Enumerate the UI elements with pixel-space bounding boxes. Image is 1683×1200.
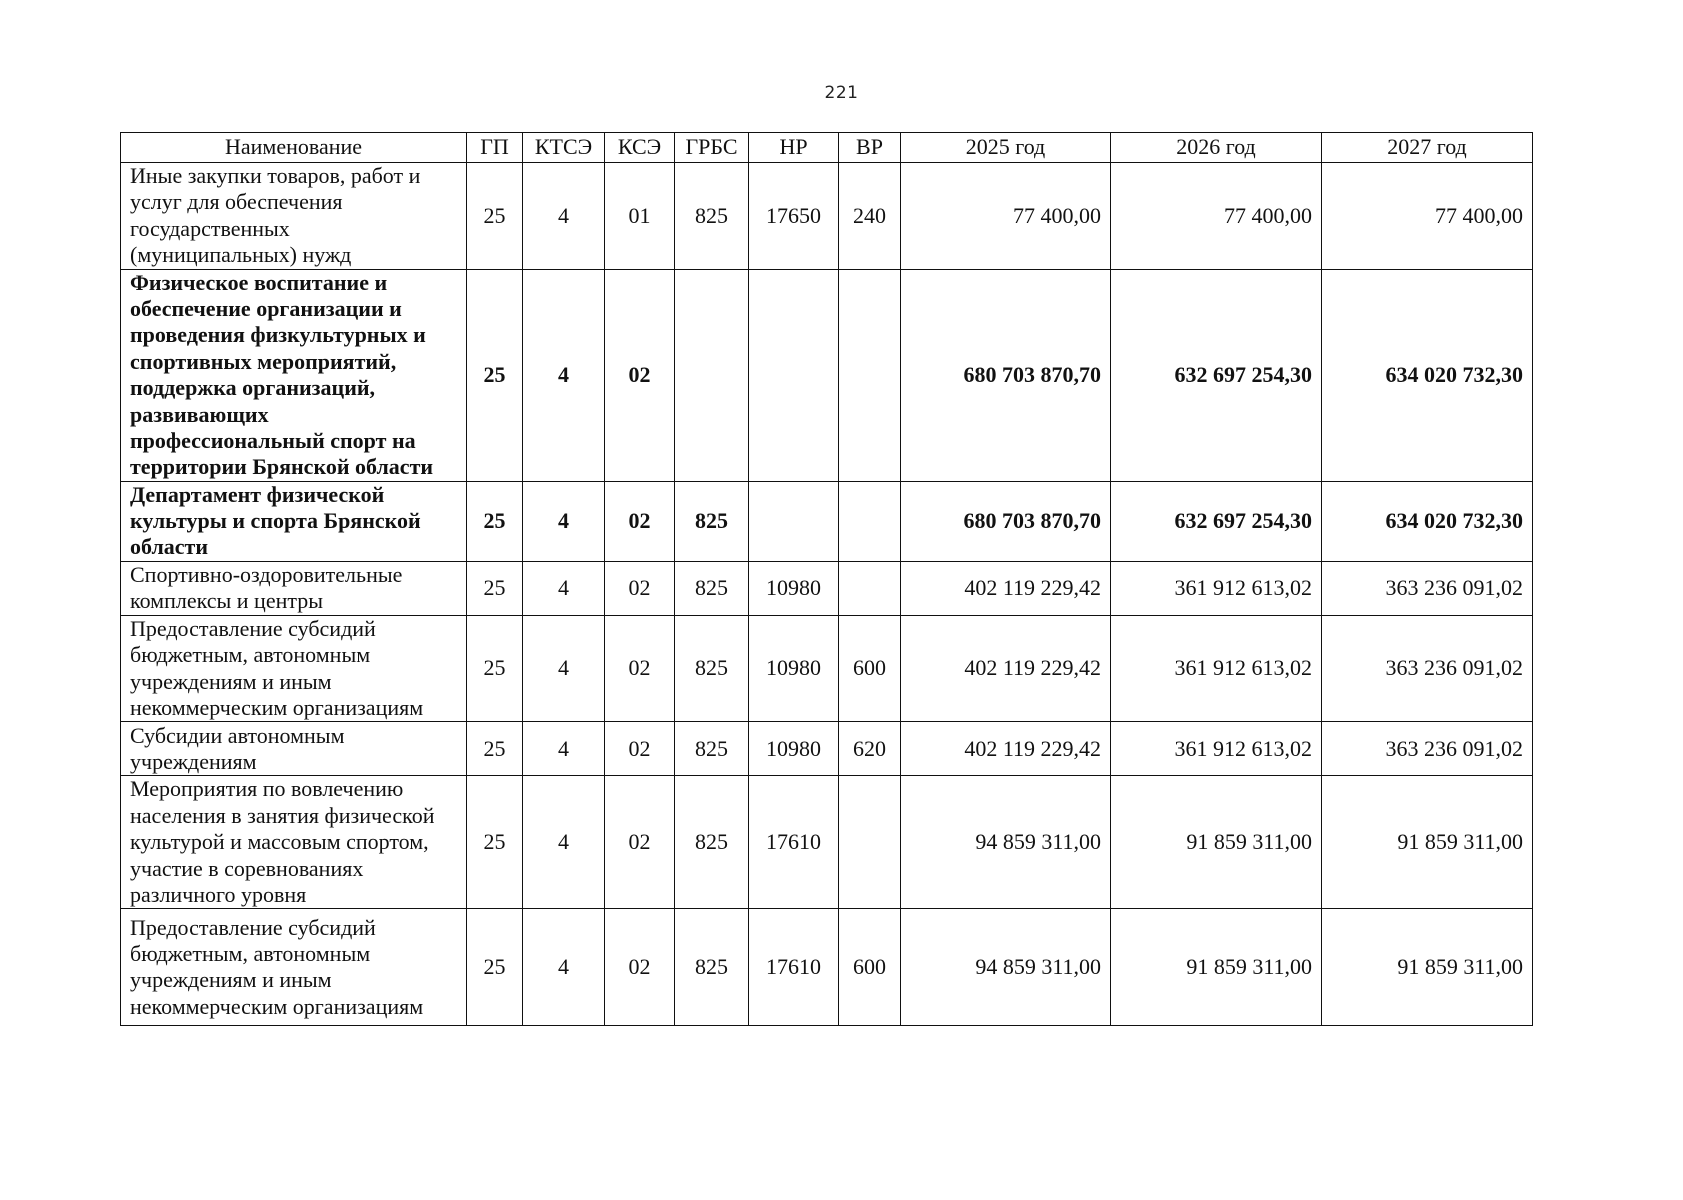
cell-ktse: 4 xyxy=(523,909,605,1026)
cell-2025: 402 119 229,42 xyxy=(901,615,1111,722)
table-row xyxy=(121,269,1533,481)
cell-2026: 632 697 254,30 xyxy=(1111,481,1322,561)
cell-2025: 402 119 229,42 xyxy=(901,722,1111,776)
header-ktse: КТСЭ xyxy=(523,133,605,163)
cell-2026: 632 697 254,30 xyxy=(1111,269,1322,481)
cell-2027: 77 400,00 xyxy=(1322,163,1533,270)
cell-nr: 10980 xyxy=(749,615,839,722)
header-2026: 2026 год xyxy=(1111,133,1322,163)
cell-kse: 02 xyxy=(605,561,675,615)
cell-2027: 363 236 091,02 xyxy=(1322,722,1533,776)
cell-grbs: 825 xyxy=(675,163,749,270)
cell-2026: 91 859 311,00 xyxy=(1111,776,1322,909)
cell-vr: 600 xyxy=(839,909,901,1026)
cell-vr: 600 xyxy=(839,615,901,722)
cell-grbs: 825 xyxy=(675,481,749,561)
cell-gp: 25 xyxy=(467,481,523,561)
cell-2027: 363 236 091,02 xyxy=(1322,561,1533,615)
cell-grbs xyxy=(675,269,749,481)
cell-vr: 240 xyxy=(839,163,901,270)
cell-gp: 25 xyxy=(467,909,523,1026)
table-row xyxy=(121,481,1533,561)
cell-ktse: 4 xyxy=(523,481,605,561)
cell-ktse: 4 xyxy=(523,269,605,481)
cell-gp: 25 xyxy=(467,163,523,270)
cell-2025: 94 859 311,00 xyxy=(901,909,1111,1026)
table-row xyxy=(121,561,1533,615)
cell-ktse: 4 xyxy=(523,776,605,909)
cell-vr: 620 xyxy=(839,722,901,776)
cell-grbs: 825 xyxy=(675,561,749,615)
cell-2026: 361 912 613,02 xyxy=(1111,561,1322,615)
cell-2026: 91 859 311,00 xyxy=(1111,909,1322,1026)
cell-kse: 02 xyxy=(605,909,675,1026)
cell-nr: 10980 xyxy=(749,561,839,615)
cell-kse: 02 xyxy=(605,776,675,909)
cell-2026: 77 400,00 xyxy=(1111,163,1322,270)
table-body xyxy=(121,163,1533,1026)
cell-nr: 17610 xyxy=(749,909,839,1026)
cell-grbs: 825 xyxy=(675,722,749,776)
header-nr: НР xyxy=(749,133,839,163)
cell-2025: 77 400,00 xyxy=(901,163,1111,270)
cell-2027: 634 020 732,30 xyxy=(1322,269,1533,481)
cell-name: Субсидии автономным учреждениям xyxy=(121,722,467,776)
cell-2027: 363 236 091,02 xyxy=(1322,615,1533,722)
cell-2025: 94 859 311,00 xyxy=(901,776,1111,909)
cell-2026: 361 912 613,02 xyxy=(1111,615,1322,722)
table-row xyxy=(121,163,1533,270)
header-vr: ВР xyxy=(839,133,901,163)
cell-name: Иные закупки товаров, работ и услуг для обеспечения государственных (муниципальных) нужд xyxy=(121,163,467,270)
cell-vr xyxy=(839,561,901,615)
table-row xyxy=(121,909,1533,1026)
table-header-row xyxy=(121,133,1533,163)
cell-ktse: 4 xyxy=(523,722,605,776)
cell-name: Департамент физической культуры и спорта Брянской области xyxy=(121,481,467,561)
cell-name: Спортивно-оздоровительные комплексы и центры xyxy=(121,561,467,615)
cell-vr xyxy=(839,776,901,909)
header-grbs: ГРБС xyxy=(675,133,749,163)
cell-name: Предоставление субсидий бюджетным, автономным учреждениям и иным некоммерческим организациям xyxy=(121,909,467,1026)
cell-gp: 25 xyxy=(467,776,523,909)
cell-nr: 17650 xyxy=(749,163,839,270)
cell-nr xyxy=(749,269,839,481)
table-row xyxy=(121,722,1533,776)
cell-gp: 25 xyxy=(467,615,523,722)
cell-ktse: 4 xyxy=(523,163,605,270)
cell-grbs: 825 xyxy=(675,909,749,1026)
cell-ktse: 4 xyxy=(523,561,605,615)
cell-nr xyxy=(749,481,839,561)
cell-gp: 25 xyxy=(467,722,523,776)
cell-grbs: 825 xyxy=(675,776,749,909)
cell-kse: 02 xyxy=(605,269,675,481)
cell-nr: 17610 xyxy=(749,776,839,909)
cell-2025: 680 703 870,70 xyxy=(901,269,1111,481)
cell-2025: 402 119 229,42 xyxy=(901,561,1111,615)
cell-2026: 361 912 613,02 xyxy=(1111,722,1322,776)
header-2025: 2025 год xyxy=(901,133,1111,163)
header-gp: ГП xyxy=(467,133,523,163)
cell-gp: 25 xyxy=(467,561,523,615)
cell-name: Мероприятия по вовлечению населения в занятия физической культурой и массовым спортом, участие в соревнованиях различного уровня xyxy=(121,776,467,909)
cell-grbs: 825 xyxy=(675,615,749,722)
header-name: Наименование xyxy=(121,133,467,163)
cell-vr xyxy=(839,481,901,561)
cell-ktse: 4 xyxy=(523,615,605,722)
cell-2027: 91 859 311,00 xyxy=(1322,909,1533,1026)
cell-kse: 02 xyxy=(605,615,675,722)
page-number: 221 xyxy=(824,83,859,103)
header-kse: КСЭ xyxy=(605,133,675,163)
cell-vr xyxy=(839,269,901,481)
budget-table xyxy=(120,132,1533,1026)
cell-2027: 634 020 732,30 xyxy=(1322,481,1533,561)
table-row xyxy=(121,615,1533,722)
cell-name: Предоставление субсидий бюджетным, автономным учреждениям и иным некоммерческим организациям xyxy=(121,615,467,722)
cell-kse: 01 xyxy=(605,163,675,270)
cell-nr: 10980 xyxy=(749,722,839,776)
cell-name: Физическое воспитание и обеспечение организации и проведения физкультурных и спортивных мероприятий, поддержка организаций, развивающих профессиональный спорт на территории Брянской области xyxy=(121,269,467,481)
cell-kse: 02 xyxy=(605,481,675,561)
cell-kse: 02 xyxy=(605,722,675,776)
cell-gp: 25 xyxy=(467,269,523,481)
cell-2025: 680 703 870,70 xyxy=(901,481,1111,561)
cell-2027: 91 859 311,00 xyxy=(1322,776,1533,909)
table-row xyxy=(121,776,1533,909)
header-2027: 2027 год xyxy=(1322,133,1533,163)
